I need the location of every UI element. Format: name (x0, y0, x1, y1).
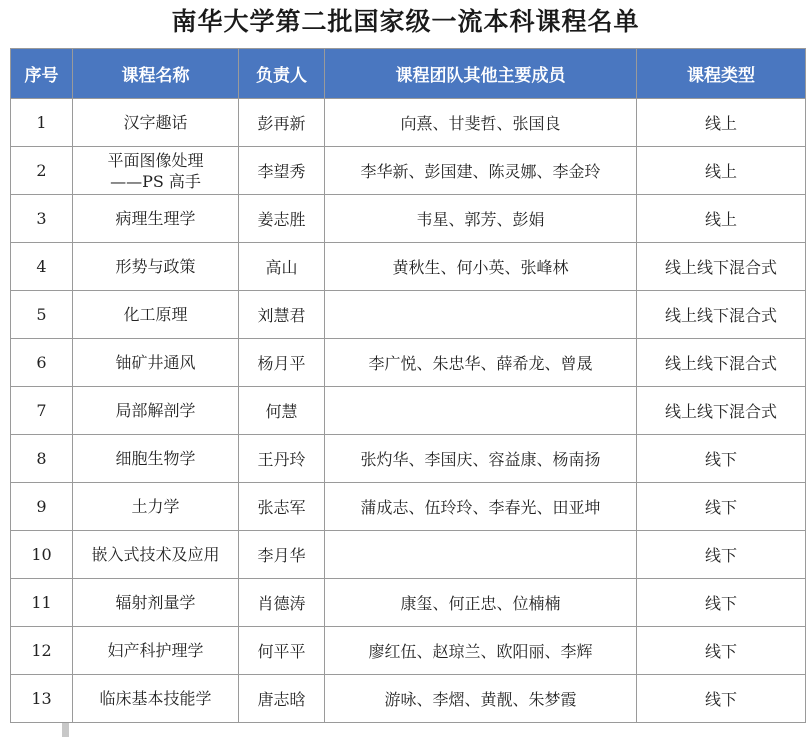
cell-team-members (325, 291, 637, 339)
cell-number: 7 (11, 387, 73, 435)
course-name-line: 临床基本技能学 (99, 689, 212, 708)
cell-team-members: 韦星、郭芳、彭娟 (325, 195, 637, 243)
cell-lead: 彭再新 (239, 99, 325, 147)
cell-team-members: 黄秋生、何小英、张峰林 (325, 243, 637, 291)
course-name-line: 细胞生物学 (115, 449, 196, 468)
cell-lead: 何平平 (239, 627, 325, 675)
column-header-team-members: 课程团队其他主要成员 (325, 49, 637, 99)
course-name-line: 病理生理学 (115, 209, 196, 228)
cell-course-name (73, 627, 239, 675)
table-row (11, 99, 806, 147)
cell-lead: 杨月平 (239, 339, 325, 387)
cell-team-members: 蒲成志、伍玲玲、李春光、田亚坤 (325, 483, 637, 531)
page-edge-marker (62, 723, 69, 737)
cell-number: 13 (11, 675, 73, 723)
cell-lead: 李望秀 (239, 147, 325, 195)
cell-course-type: 线下 (637, 531, 806, 579)
course-name-line: 铀矿井通风 (115, 353, 196, 372)
table-row (11, 675, 806, 723)
column-header-lead: 负责人 (239, 49, 325, 99)
cell-course-type: 线上线下混合式 (637, 291, 806, 339)
cell-team-members: 李广悦、朱忠华、薛希龙、曾晟 (325, 339, 637, 387)
cell-course-type: 线上线下混合式 (637, 339, 806, 387)
cell-course-name (73, 291, 239, 339)
course-name-line: 形势与政策 (115, 257, 196, 276)
cell-lead: 唐志晗 (239, 675, 325, 723)
cell-course-type: 线下 (637, 627, 806, 675)
cell-team-members: 向熹、甘斐哲、张国良 (325, 99, 637, 147)
column-header-course-type: 课程类型 (637, 49, 806, 99)
cell-course-type: 线下 (637, 675, 806, 723)
table-row (11, 147, 806, 195)
cell-number: 9 (11, 483, 73, 531)
course-table (10, 48, 806, 723)
cell-course-type: 线上 (637, 195, 806, 243)
cell-course-name (73, 195, 239, 243)
column-header-number: 序号 (11, 49, 73, 99)
course-name-line: 辐射剂量学 (115, 593, 196, 612)
cell-number: 11 (11, 579, 73, 627)
table-row (11, 339, 806, 387)
cell-team-members (325, 531, 637, 579)
cell-team-members: 廖红伍、赵琼兰、欧阳丽、李辉 (325, 627, 637, 675)
cell-number: 6 (11, 339, 73, 387)
cell-course-name (73, 339, 239, 387)
table-row (11, 243, 806, 291)
course-name-line: 妇产科护理学 (107, 641, 204, 660)
course-name-line: 化工原理 (123, 305, 188, 324)
course-name-line: 汉字趣话 (123, 113, 188, 132)
cell-number: 4 (11, 243, 73, 291)
course-name-line: 局部解剖学 (115, 401, 196, 420)
column-header-course-name: 课程名称 (73, 49, 239, 99)
cell-lead: 肖德涛 (239, 579, 325, 627)
cell-course-type: 线上 (637, 99, 806, 147)
table-body (11, 99, 806, 723)
cell-lead: 姜志胜 (239, 195, 325, 243)
cell-number: 1 (11, 99, 73, 147)
course-name-line: ——PS 高手 (110, 171, 201, 191)
cell-course-name (73, 435, 239, 483)
cell-course-name (73, 483, 239, 531)
cell-team-members: 张灼华、李国庆、容益康、杨南扬 (325, 435, 637, 483)
cell-course-name (73, 531, 239, 579)
course-name-line: 土力学 (131, 497, 180, 516)
cell-lead: 张志军 (239, 483, 325, 531)
table-row (11, 531, 806, 579)
cell-course-type: 线下 (637, 483, 806, 531)
table-row (11, 195, 806, 243)
table-row (11, 579, 806, 627)
course-name-line: 嵌入式技术及应用 (91, 545, 220, 564)
cell-lead: 何慧 (239, 387, 325, 435)
table-row (11, 435, 806, 483)
cell-number: 3 (11, 195, 73, 243)
cell-course-type: 线上线下混合式 (637, 387, 806, 435)
table-row (11, 483, 806, 531)
cell-lead: 王丹玲 (239, 435, 325, 483)
table-row (11, 291, 806, 339)
cell-team-members: 李华新、彭国建、陈灵娜、李金玲 (325, 147, 637, 195)
cell-course-name (73, 243, 239, 291)
cell-lead: 李月华 (239, 531, 325, 579)
page-title: 南华大学第二批国家级一流本科课程名单 (171, 7, 640, 36)
cell-team-members (325, 387, 637, 435)
table-row (11, 387, 806, 435)
cell-course-type: 线下 (637, 579, 806, 627)
course-name-line: 平面图像处理 (107, 150, 204, 170)
cell-team-members: 游咏、李熠、黄靓、朱梦霞 (325, 675, 637, 723)
cell-number: 10 (11, 531, 73, 579)
table-header-row (11, 49, 806, 99)
cell-number: 5 (11, 291, 73, 339)
cell-lead: 高山 (239, 243, 325, 291)
cell-course-type: 线上 (637, 147, 806, 195)
cell-course-name (73, 387, 239, 435)
cell-course-type: 线下 (637, 435, 806, 483)
cell-team-members: 康玺、何正忠、位楠楠 (325, 579, 637, 627)
cell-course-name (73, 99, 239, 147)
cell-lead: 刘慧君 (239, 291, 325, 339)
cell-course-name (73, 579, 239, 627)
cell-course-name (73, 675, 239, 723)
table-row (11, 627, 806, 675)
cell-number: 12 (11, 627, 73, 675)
cell-number: 8 (11, 435, 73, 483)
cell-course-type: 线上线下混合式 (637, 243, 806, 291)
cell-course-name (73, 147, 239, 195)
cell-number: 2 (11, 147, 73, 195)
